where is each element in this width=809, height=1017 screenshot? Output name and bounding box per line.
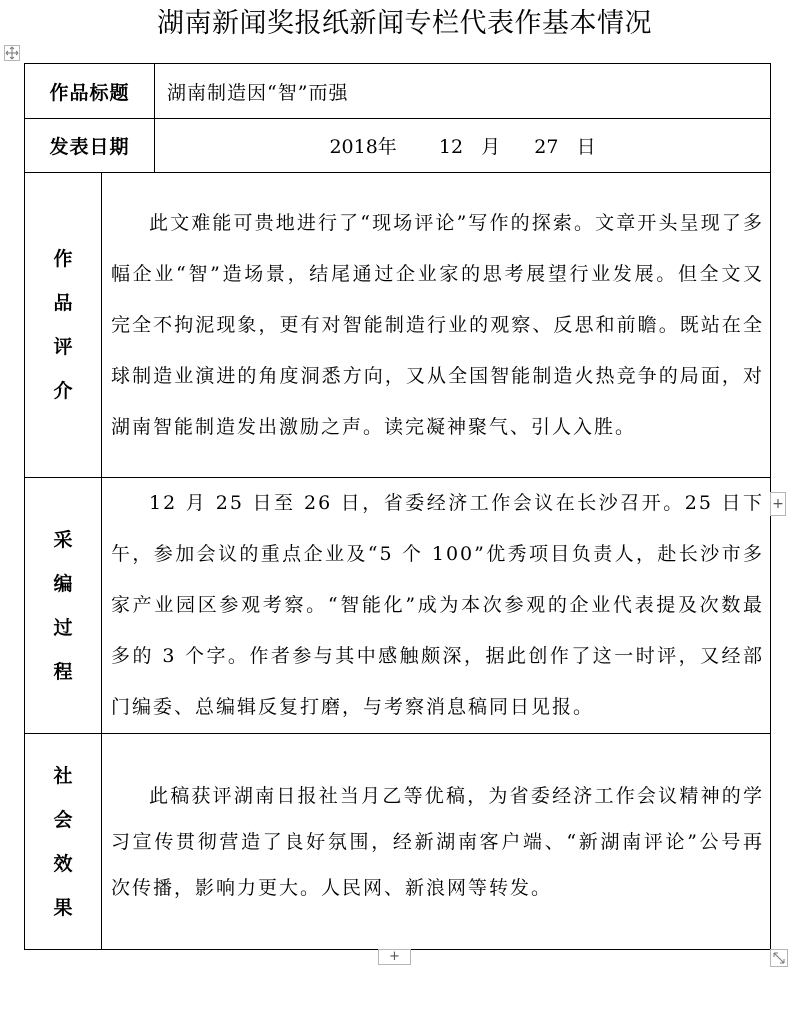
evaluation-label-char: 介 (53, 380, 73, 402)
process-label-char: 过 (53, 616, 73, 639)
row-work-title (25, 64, 771, 119)
effect-label-char: 社 (53, 764, 73, 787)
evaluation-label-char: 评 (53, 336, 73, 358)
move-arrows-icon (5, 46, 19, 60)
evaluation-label (25, 173, 102, 478)
work-title-value[interactable]: 湖南制造因“智”而强 (155, 64, 771, 119)
resize-diagonal-icon (771, 950, 787, 966)
process-text[interactable]: 12 月 25 日至 26 日，省委经济工作会议在长沙召开。25 日下午，参加会议的重点企业及“5 个 100”优秀项目负责人，赴长沙市多家产业园区参观考察。“智能化”成为本次参观的企业代表提及次数最多的 3 个字。作者参与其中感触颇深，据此创作了这一时评，又经部门编委、总编辑反复打磨，与考察消息稿同日见报。 (102, 478, 771, 734)
row-evaluation (25, 173, 771, 478)
work-title-label: 作品标题 (25, 64, 155, 119)
date-month: 12 (438, 136, 464, 158)
process-label (25, 478, 102, 734)
date-year: 2018 (329, 136, 378, 158)
date-value[interactable] (155, 119, 771, 173)
row-effect (25, 734, 771, 950)
info-table (24, 63, 771, 950)
evaluation-label-char: 作 (53, 248, 73, 270)
effect-label (25, 734, 102, 950)
table-move-handle[interactable] (4, 45, 20, 61)
effect-label-char: 效 (53, 852, 73, 875)
effect-label-char: 果 (53, 896, 73, 919)
row-process (25, 478, 771, 734)
date-day-unit: 日 (576, 136, 596, 158)
process-label-char: 编 (53, 572, 73, 595)
date-day: 27 (534, 136, 559, 158)
effect-label-char: 会 (53, 808, 73, 831)
process-label-char: 采 (53, 528, 73, 551)
row-date (25, 119, 771, 173)
process-label-char: 程 (53, 660, 73, 683)
add-column-button[interactable]: + (770, 492, 786, 516)
evaluation-label-char: 品 (53, 292, 73, 314)
date-label: 发表日期 (25, 119, 155, 173)
document-title: 湖南新闻奖报纸新闻专栏代表作基本情况 (157, 8, 652, 39)
add-row-button[interactable]: + (378, 949, 411, 965)
effect-text[interactable]: 此稿获评湖南日报社当月乙等优稿，为省委经济工作会议精神的学习宣传贯彻营造了良好氛围，经新湖南客户端、“新湖南评论”公号再次传播，影响力更大。人民网、新浪网等转发。 (102, 734, 771, 950)
table-resize-handle[interactable] (770, 949, 788, 967)
evaluation-text[interactable]: 此文难能可贵地进行了“现场评论”写作的探索。文章开头呈现了多幅企业“智”造场景，结尾通过企业家的思考展望行业发展。但全文又完全不拘泥现象，更有对智能制造行业的观察、反思和前瞻。既站在全球制造业演进的角度洞悉方向，又从全国智能制造火热竞争的局面，对湖南智能制造发出激励之声。读完凝神聚气、引人入胜。 (102, 173, 771, 478)
date-month-unit: 月 (481, 136, 501, 158)
date-year-unit: 年 (377, 136, 397, 158)
